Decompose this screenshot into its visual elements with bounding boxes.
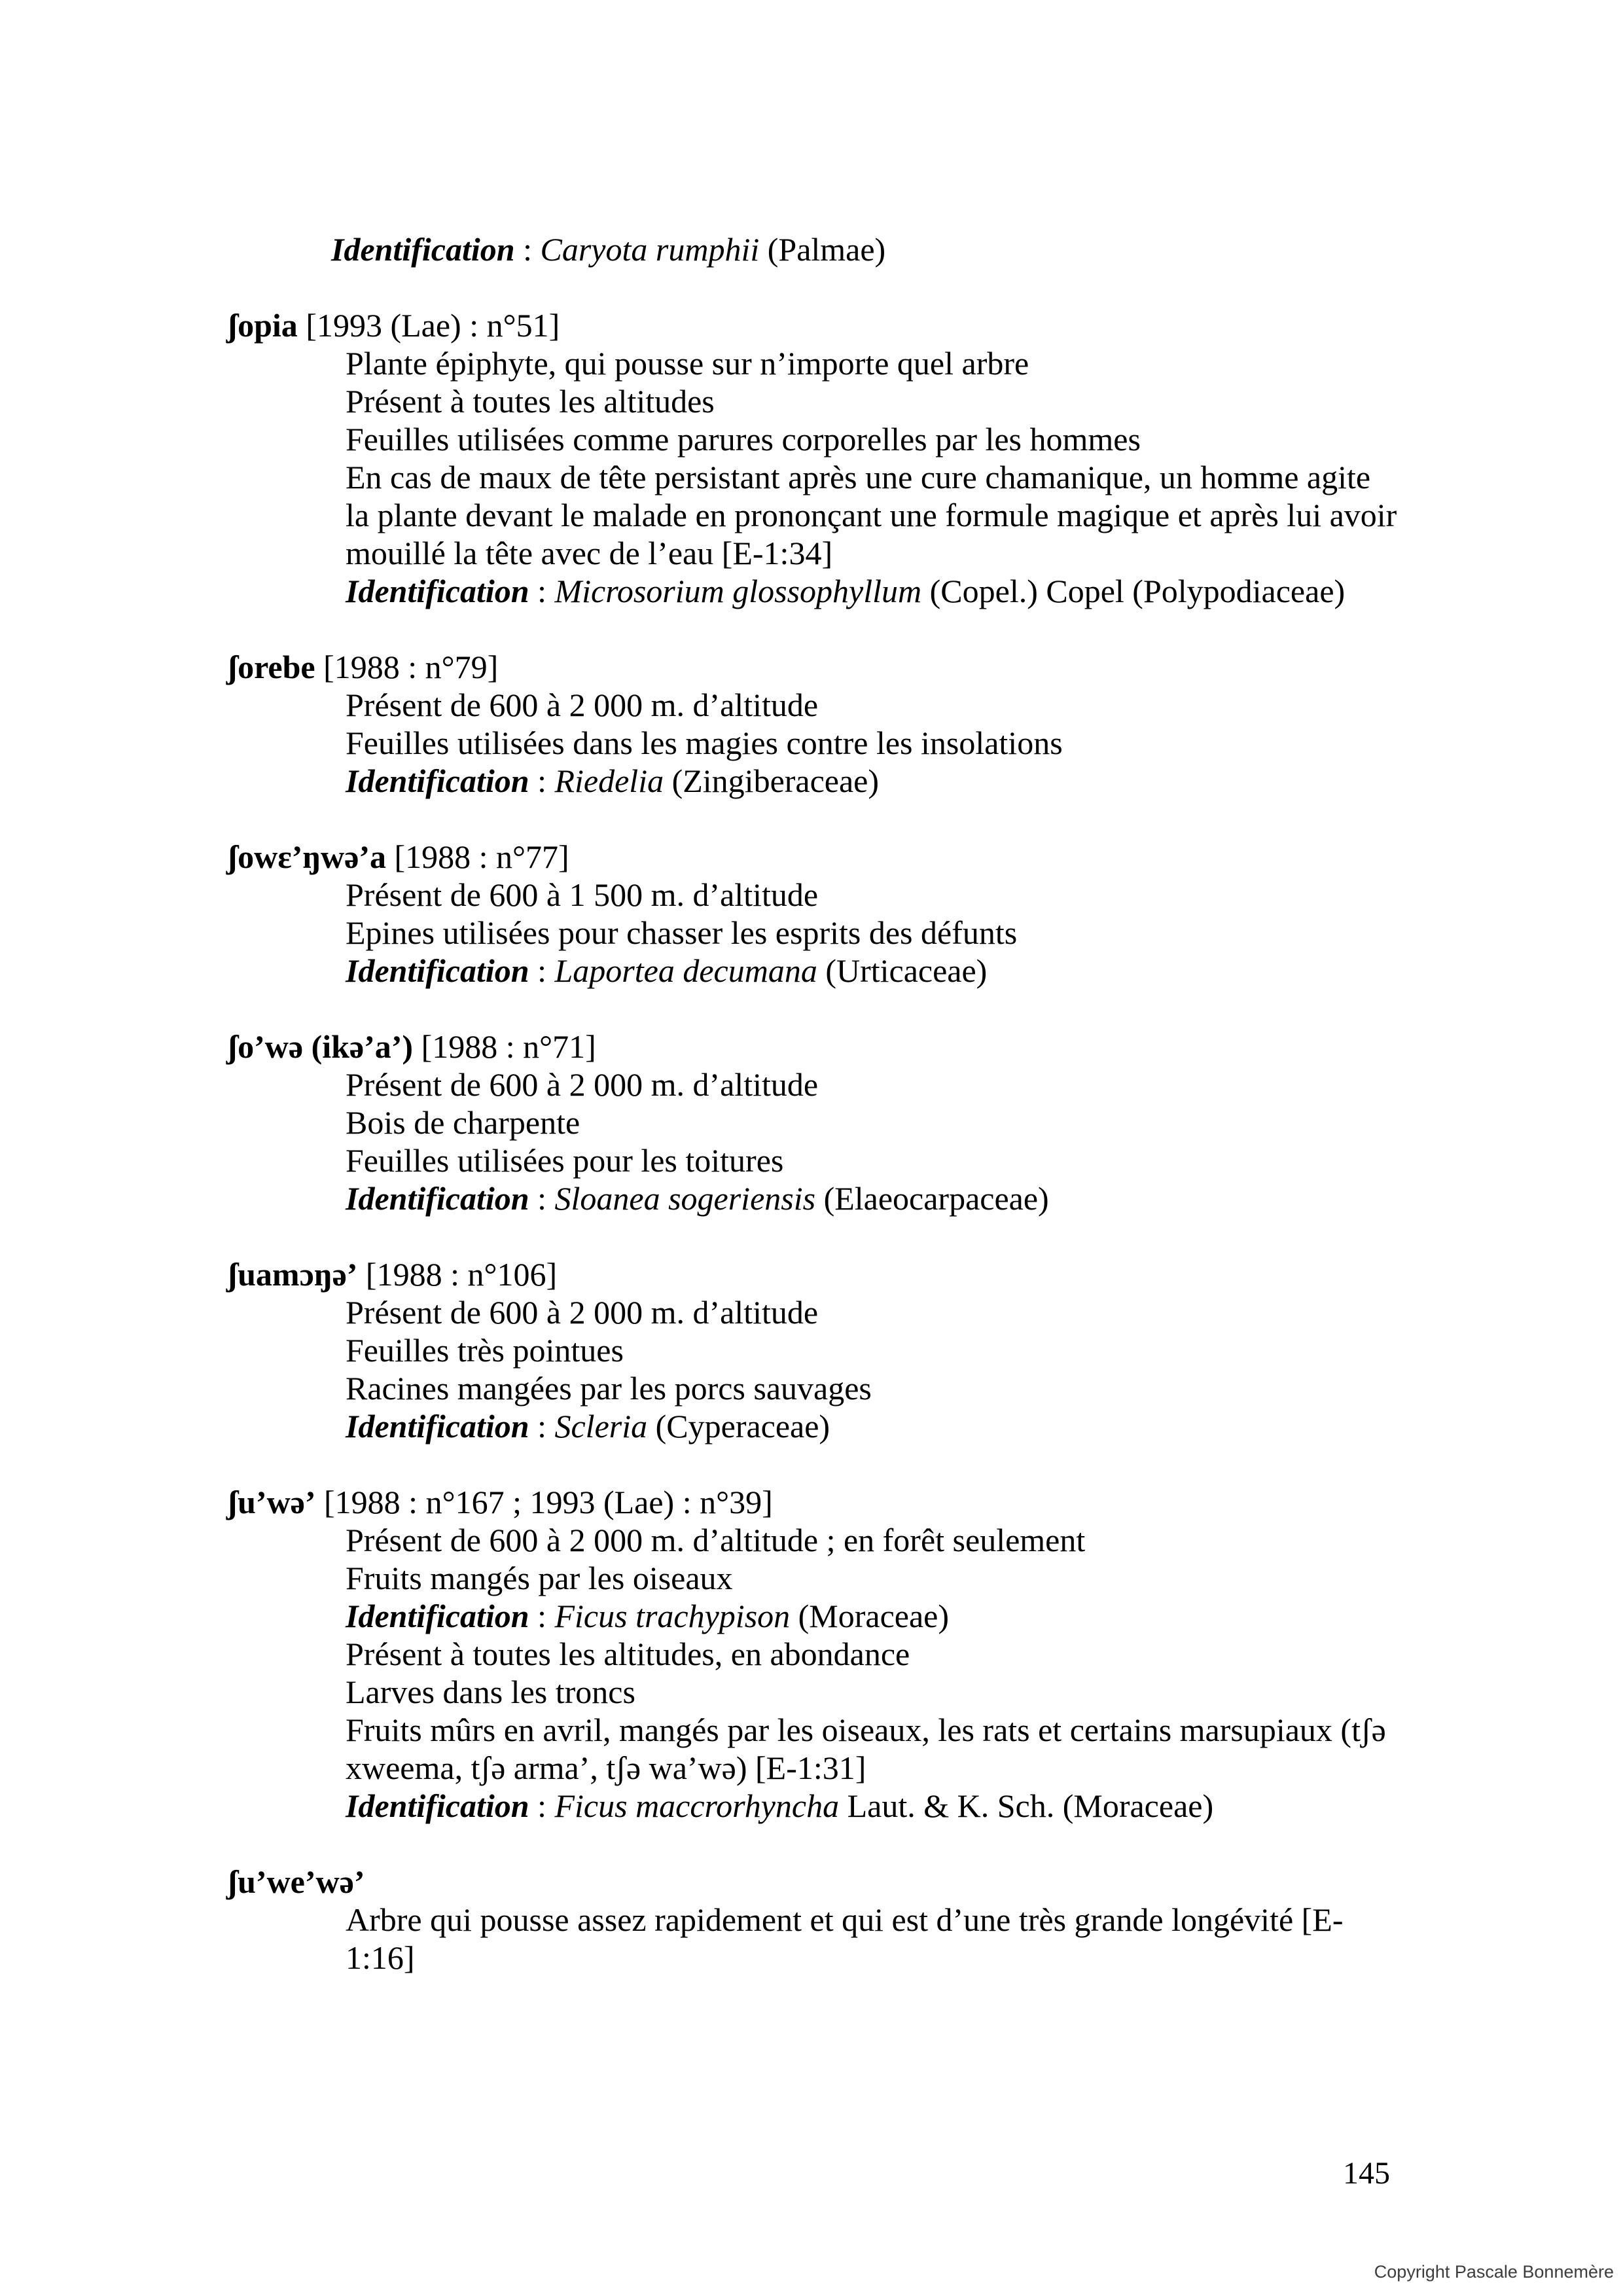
entry-showengwea	[228, 838, 1399, 990]
entry-reference: [1993 (Lae) : n°51]	[297, 307, 560, 344]
identification-colon: :	[529, 762, 555, 799]
entry-headword: ʃuamɔŋə’	[228, 1256, 358, 1293]
body-line: Feuilles utilisées dans les magies contre les insolations	[346, 725, 1063, 761]
identification-rest: (Urticaceae)	[817, 952, 988, 989]
identification-rest: (Copel.) Copel (Polypodiaceae)	[921, 573, 1346, 609]
body-line: Feuilles utilisées pour les toitures	[346, 1142, 784, 1179]
identification-line	[346, 1597, 1399, 1635]
body-line: Présent de 600 à 2 000 m. d’altitude ; en forêt seulement	[346, 1522, 1086, 1558]
body-line: Présent de 600 à 2 000 m. d’altitude	[346, 687, 819, 723]
entry-shorebe	[228, 648, 1399, 800]
body-line: Fruits mûrs en avril, mangés par les oiseaux, les rats et certains marsupiaux (tʃə xweema, tʃə arma’, tʃə wa’wə) [E-1:31]	[346, 1712, 1386, 1786]
identification-colon: :	[529, 1598, 555, 1634]
identification-line	[346, 1179, 1399, 1217]
entry-shuwe	[228, 1483, 1399, 1825]
body-line: Présent à toutes les altitudes	[346, 383, 715, 420]
identification-rest: (Cyperaceae)	[647, 1408, 830, 1444]
entry-headword: ʃopia	[228, 307, 298, 344]
document-content	[228, 230, 1399, 1977]
body-line: Larves dans les troncs	[346, 1674, 635, 1710]
identification-label: Identification	[346, 952, 529, 989]
entry-shopia	[228, 306, 1399, 610]
identification-colon: :	[529, 573, 555, 609]
entry-headline	[228, 1863, 1399, 1901]
identification-colon: :	[529, 1787, 555, 1824]
identification-line	[331, 230, 1399, 268]
identification-label: Identification	[346, 1787, 529, 1824]
identification-label: Identification	[346, 1180, 529, 1217]
identification-colon: :	[529, 952, 555, 989]
body-line: Racines mangées par les porcs sauvages	[346, 1370, 872, 1407]
entry-reference: [1988 : n°77]	[386, 838, 569, 875]
body-line: Présent à toutes les altitudes, en abondance	[346, 1636, 910, 1672]
entry-headline	[228, 1028, 1399, 1066]
identification-colon: :	[529, 1180, 555, 1217]
entry-headword: ʃo’wə (ikə’a’)	[228, 1028, 414, 1065]
species-name: Ficus trachypison	[554, 1598, 791, 1634]
identification-line	[346, 762, 1399, 800]
entry-headline	[228, 1483, 1399, 1521]
species-name: Caryota rumphii	[540, 231, 760, 268]
body-line: Présent de 600 à 2 000 m. d’altitude	[346, 1294, 819, 1331]
entry-reference: [1988 : n°79]	[315, 649, 499, 685]
species-name: Ficus maccrorhyncha	[554, 1787, 840, 1824]
entry-headword: ʃowɛ’ŋwə’a	[228, 838, 386, 875]
identification-line	[346, 572, 1399, 610]
identification-colon: :	[514, 231, 541, 268]
entry-headline	[228, 306, 1399, 344]
entry-reference: [1988 : n°167 ; 1993 (Lae) : n°39]	[315, 1484, 773, 1520]
body-line: Arbre qui pousse assez rapidement et qui est d’une très grande longévité [E-1:16]	[346, 1901, 1344, 1976]
species-name: Scleria	[554, 1408, 648, 1444]
identification-rest: (Moraceae)	[790, 1598, 950, 1634]
identification-rest: (Palmae)	[759, 231, 886, 268]
identification-rest: (Zingiberaceae)	[664, 762, 880, 799]
entry-headword: ʃu’we’wə’	[228, 1863, 365, 1900]
entry-headword: ʃu’wə’	[228, 1484, 316, 1520]
body-line: Feuilles utilisées comme parures corporelles par les hommes	[346, 421, 1141, 457]
identification-label: Identification	[346, 573, 529, 609]
entry-showe-ikea	[228, 1028, 1399, 1217]
identification-rest: (Elaeocarpaceae)	[815, 1180, 1049, 1217]
identification-label: Identification	[346, 762, 529, 799]
body-line: En cas de maux de tête persistant après une cure chamanique, un homme agite la plante devant le malade en prononçant une formule magique et après lui avoir mouillé la tête avec de l’eau [E-1:34]	[346, 459, 1397, 571]
identification-colon: :	[529, 1408, 555, 1444]
identification-label: Identification	[346, 1598, 529, 1634]
identification-label: Identification	[331, 231, 515, 268]
identification-label: Identification	[346, 1408, 529, 1444]
entry-shuamonge	[228, 1255, 1399, 1445]
identification-line	[346, 1787, 1399, 1825]
body-line: Feuilles très pointues	[346, 1332, 624, 1369]
body-line: Bois de charpente	[346, 1104, 580, 1141]
body-line: Plante épiphyte, qui pousse sur n’importe quel arbre	[346, 345, 1029, 382]
entry-shuwewe	[228, 1863, 1399, 1977]
copyright-notice: Copyright Pascale Bonnemère	[1374, 2262, 1614, 2282]
entry-headline	[228, 1255, 1399, 1293]
species-name: Microsorium glossophyllum	[554, 573, 922, 609]
body-line: Epines utilisées pour chasser les esprits des défunts	[346, 914, 1018, 951]
identification-rest: Laut. & K. Sch. (Moraceae)	[839, 1787, 1214, 1824]
body-line: Fruits mangés par les oiseaux	[346, 1560, 733, 1596]
entry-reference: [1988 : n°106]	[357, 1256, 558, 1293]
species-name: Sloanea sogeriensis	[554, 1180, 816, 1217]
page-number: 145	[1343, 2156, 1390, 2191]
identification-line	[346, 1407, 1399, 1445]
entry-reference: [1988 : n°71]	[413, 1028, 596, 1065]
entry-headline	[228, 838, 1399, 876]
body-line: Présent de 600 à 2 000 m. d’altitude	[346, 1066, 819, 1103]
body-line: Présent de 600 à 1 500 m. d’altitude	[346, 876, 819, 913]
entry-headword: ʃorebe	[228, 649, 315, 685]
identification-line	[346, 952, 1399, 990]
species-name: Laportea decumana	[554, 952, 817, 989]
entry-headline	[228, 648, 1399, 686]
species-name: Riedelia	[554, 762, 664, 799]
